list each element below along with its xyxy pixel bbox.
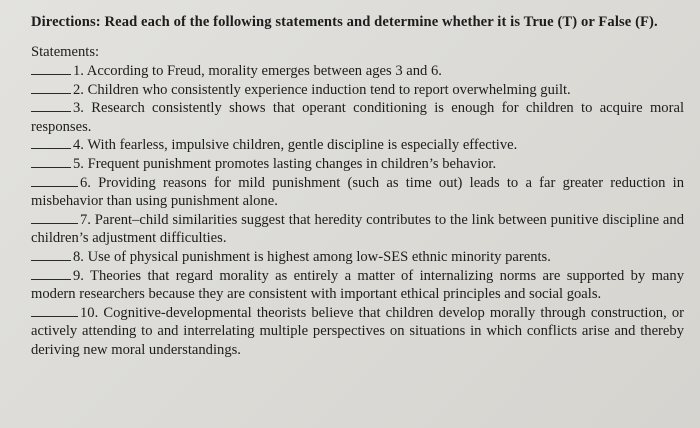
statement-text: 6. Providing reasons for mild punishment (such as time out) leads to a far greater reduction in misbehavior than using punishment alone. — [31, 174, 684, 210]
answer-blank-2[interactable] — [31, 81, 71, 94]
statement-text: 1. According to Freud, morality emerges between ages 3 and 6. — [73, 63, 442, 79]
statement-text: 4. With fearless, impulsive children, gentle discipline is especially effective. — [73, 137, 518, 154]
answer-blank-4[interactable] — [31, 136, 71, 149]
statement-7 — [31, 211, 684, 248]
answer-blank-5[interactable] — [31, 155, 71, 168]
statement-5 — [31, 155, 684, 174]
statement-text: 3. Research consistently shows that operant conditioning is enough for children to acquire moral responses. — [31, 100, 684, 135]
statement-6 — [31, 174, 684, 211]
answer-blank-7[interactable] — [31, 211, 78, 224]
statement-2 — [31, 81, 684, 100]
statement-3 — [31, 99, 684, 136]
answer-blank-9[interactable] — [31, 267, 71, 280]
statement-text: 9. Theories that regard morality as entirely a matter of internalizing norms are supported by many modern researchers because they are consistent with important ethical principles and social goals. — [31, 267, 684, 303]
statement-text: 2. Children who consistently experience induction tend to report overwhelming guilt. — [73, 81, 571, 98]
statement-9 — [31, 267, 684, 304]
answer-blank-6[interactable] — [31, 174, 78, 187]
answer-blank-10[interactable] — [31, 304, 78, 317]
statements-header: Statements: — [31, 44, 100, 60]
statement-text: 10. Cognitive-developmental theorists believe that children develop morally through construction, or actively attending to and interrelating multiple perspectives on situations in which conflicts arise and thereby deriving new moral understandings. — [31, 304, 684, 358]
statement-8 — [31, 248, 684, 267]
answer-blank-1[interactable] — [31, 62, 71, 75]
answer-blank-3[interactable] — [31, 99, 71, 112]
statement-text: 5. Frequent punishment promotes lasting changes in children’s behavior. — [73, 155, 497, 172]
statement-10 — [31, 304, 684, 360]
statement-text: 8. Use of physical punishment is highest among low-SES ethnic minority parents. — [73, 248, 551, 265]
answer-blank-8[interactable] — [31, 248, 71, 261]
statement-4 — [31, 136, 684, 155]
directions-text: Directions: Read each of the following statements and determine whether it is True (T) or False (F). — [31, 14, 658, 30]
statement-text: 7. Parent–child similarities suggest that heredity contributes to the link between punitive discipline and children’s adjustment difficulties. — [31, 211, 684, 247]
statement-1 — [31, 62, 684, 81]
